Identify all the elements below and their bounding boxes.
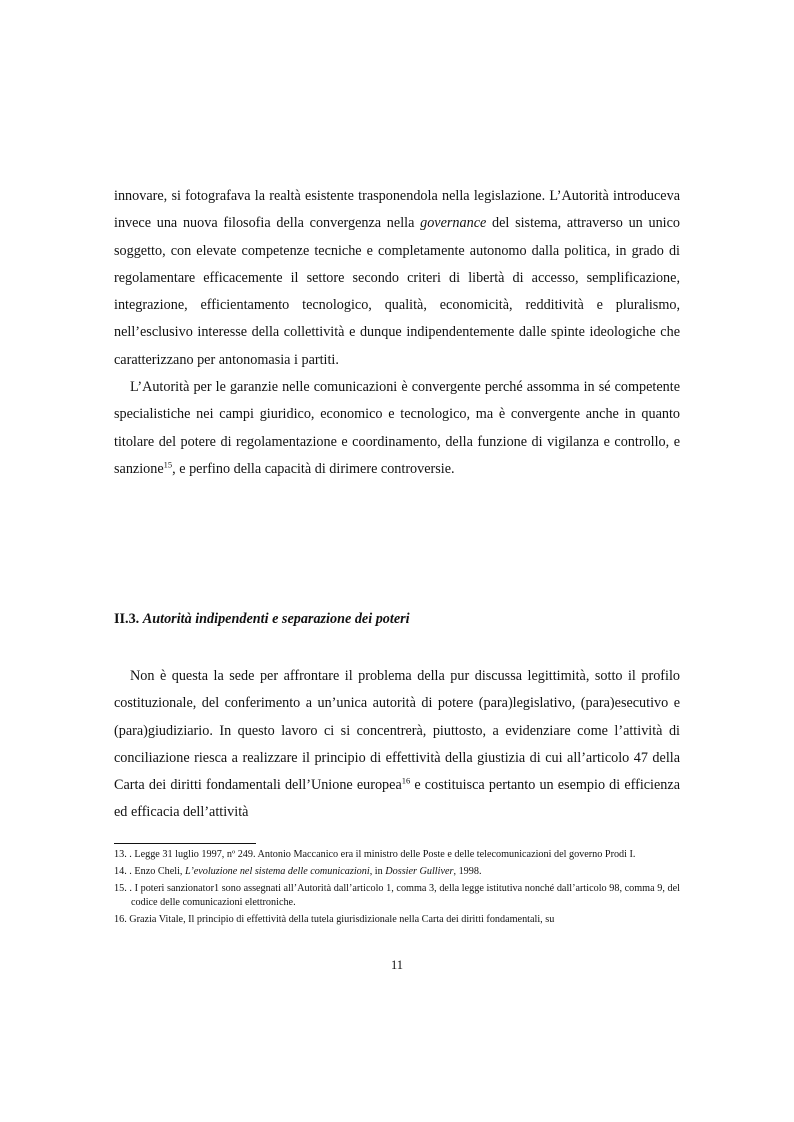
body-text-top <box>114 183 680 483</box>
footnote-ref-16[interactable]: 16 <box>401 775 411 786</box>
body-text-bottom <box>114 663 680 827</box>
paragraph-text: innovare, si fotografava la realtà esistente trasponendola nella legislazione. L’Autorità introduceva invece una nuova filosofia della convergenza nella <box>114 188 680 232</box>
page-number: 11 <box>390 958 404 972</box>
paragraph-separazione <box>114 663 680 827</box>
emphasis-governance: governance <box>420 215 487 232</box>
footnotes <box>114 848 680 930</box>
footnote-15: 15. . I poteri sanzionator1 sono assegnati all’Autorità dall’articolo 1, comma 3, della legge istitutiva nonché dall’articolo 98, comma 9, del codice delle comunicazioni elettroniche. <box>114 883 680 908</box>
section-title: Autorità indipendenti e separazione dei poteri <box>142 611 410 627</box>
footnote-ref-15[interactable]: 15 <box>163 459 173 470</box>
paragraph-governance <box>114 183 680 374</box>
footnote-16: 16. Grazia Vitale, Il principio di effettività della tutela giurisdizionale nella Carta dei diritti fondamentali, su <box>114 913 555 925</box>
paragraph-text: e costituisca pertanto un esempio di efficienza ed efficacia dell’attività <box>114 777 680 821</box>
section-number: II.3. <box>114 611 140 627</box>
footnote-source: Dossier Gulliver <box>385 866 454 878</box>
footnote-13: 13. . Legge 31 luglio 1997, nº 249. Antonio Maccanico era il ministro delle Poste e delle telecomunicazioni del governo Prodi I. <box>114 849 636 860</box>
footnote-text: 14. . Enzo Cheli, <box>114 866 186 878</box>
paragraph-agcom <box>114 374 680 483</box>
paragraph-text: del sistema, attraverso un unico soggetto, con elevate competenze tecniche e completamente autonomo dalla politica, in grado di regolamentare efficacemente il settore secondo criteri di libertà di accesso, semplificazione, integrazione, efficientamento tecnologico, qualità, economicità, redditività e pluralismo, nell’esclusivo interesse della collettività e dunque indipendentemente dalle spinte ideologiche che caratterizzano per antonomasia i partiti. <box>114 215 680 368</box>
paragraph-text: Non è questa la sede per affrontare il problema della pur discussa legittimità, sotto il profilo costituzionale, del conferimento a un’unica autorità di potere (para)legislativo, (para)esecutivo e (para)giudiziario. In questo lavoro ci si concentrerà, piuttosto, a evidenziare come l’attività di conciliazione riesca a realizzare il principio di effettività della giustizia di cui all’articolo 47 della Carta dei diritti fondamentali dell’Unione europea <box>114 668 680 794</box>
footnote-14 <box>114 865 680 878</box>
footnote-separator <box>114 843 256 844</box>
paragraph-text: , e perfino della capacità di dirimere controversie. <box>172 460 455 477</box>
section-heading <box>114 607 410 631</box>
footnote-text: , in <box>369 866 386 878</box>
footnote-title: L’evoluzione nel sistema delle comunicazioni <box>185 866 370 878</box>
footnote-text: , 1998. <box>453 866 482 878</box>
paragraph-text: L’Autorità per le garanzie nelle comunicazioni è convergente perché assomma in sé competente specialistiche nei campi giuridico, economico e tecnologico, ma è convergente anche in quanto titolare del potere di regolamentazione e coordinamento, della funzione di vigilanza e controllo, e sanzione <box>114 379 680 477</box>
